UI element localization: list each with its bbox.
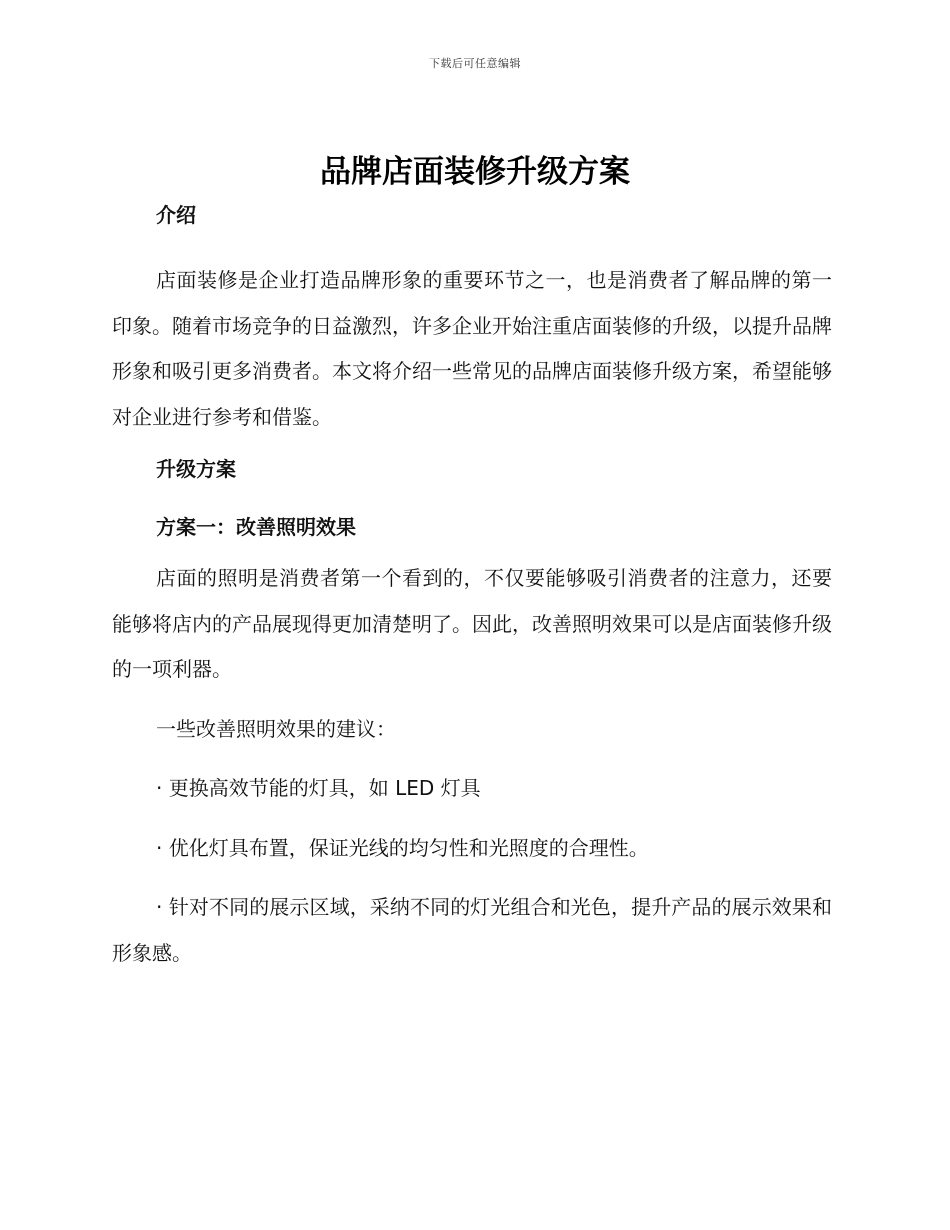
document-body xyxy=(112,200,832,976)
intro-paragraph: 店面装修是企业打造品牌形象的重要环节之一，也是消费者了解品牌的第一印象。随着市场竞争的日益激烈，许多企业开始注重店面装修的升级，以提升品牌形象和吸引更多消费者。本文将介绍一些常见的品牌店面装修升级方案，希望能够对企业进行参考和借鉴。 xyxy=(112,268,832,429)
bullet-item-3: · 针对不同的展示区域，采纳不同的灯光组合和光色，提升产品的展示效果和形象感。 xyxy=(112,895,832,965)
header-note: 下载后可任意编辑 xyxy=(429,57,521,70)
bullet-item-2: · 优化灯具布置，保证光线的均匀性和光照度的合理性。 xyxy=(156,835,649,860)
bullet-item-1: · 更换高效节能的灯具，如 LED 灯具 xyxy=(156,776,481,800)
intro-heading: 介绍 xyxy=(156,203,196,227)
plan1-heading: 方案一：改善照明效果 xyxy=(156,515,356,539)
upgrade-heading: 升级方案 xyxy=(156,457,236,481)
document-title: 品牌店面装修升级方案 xyxy=(320,154,630,190)
suggestions-intro: 一些改善照明效果的建议： xyxy=(156,716,396,741)
plan1-paragraph: 店面的照明是消费者第一个看到的，不仅要能够吸引消费者的注意力，还要能够将店内的产品展现得更加清楚明了。因此，改善照明效果可以是店面装修升级的一项利器。 xyxy=(112,566,832,681)
